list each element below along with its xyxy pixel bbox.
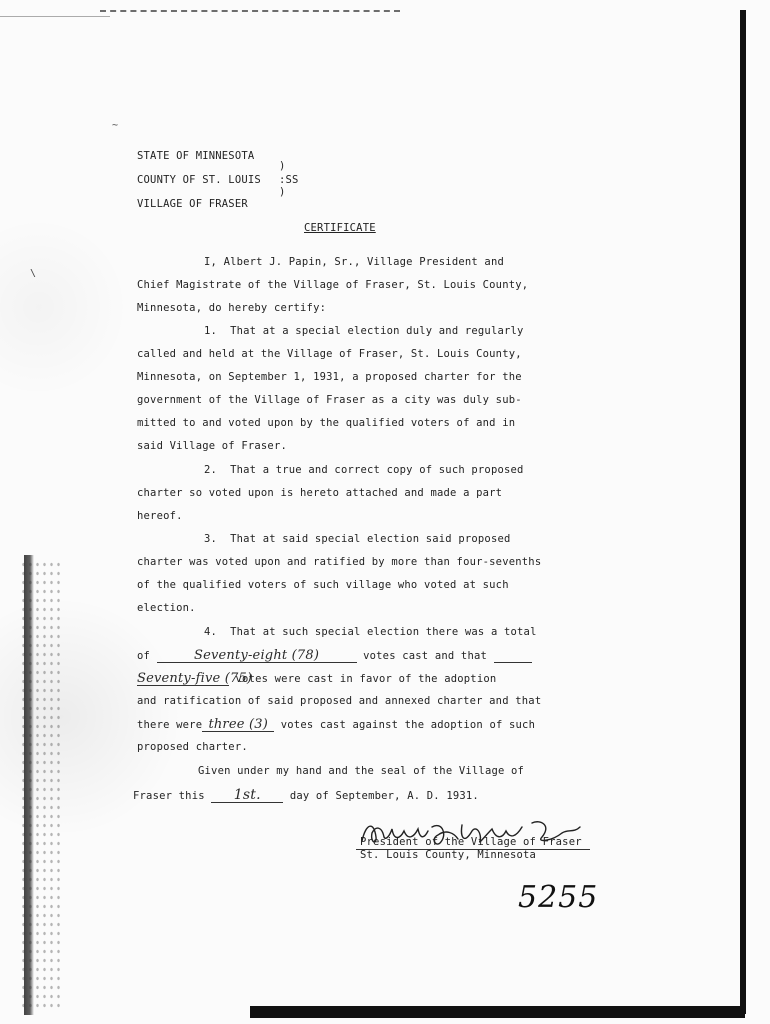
venue-brace-bottom: )	[279, 186, 286, 198]
intro-line-1: I, Albert J. Papin, Sr., Village President and	[204, 256, 504, 268]
total-votes-handwritten: Seventy-eight (78)	[157, 649, 357, 663]
paragraph-4-line-5-suffix: votes cast against the adoption of such	[280, 719, 536, 731]
file-number-handwritten: 5255	[518, 880, 599, 915]
scan-artifact-top-rule	[0, 16, 110, 19]
paragraph-3-line-4: election.	[137, 602, 196, 614]
venue-village: VILLAGE OF FRASER	[137, 198, 248, 210]
paragraph-4-line-4: and ratification of said proposed and annexed charter and that	[137, 695, 542, 707]
paragraph-2-line-1: 2. That a true and correct copy of such proposed	[204, 464, 524, 476]
venue-brace-top: )	[279, 160, 286, 172]
signature-title-line-2: St. Louis County, Minnesota	[360, 849, 537, 861]
paragraph-1-line-2: called and held at the Village of Fraser, St. Louis County,	[137, 348, 522, 360]
paragraph-3-line-3: of the qualified voters of such village who voted at such	[137, 579, 509, 591]
favor-votes-handwritten: Seventy-five (75)	[137, 671, 253, 686]
scan-artifact-left-speckle	[20, 560, 60, 1010]
paragraph-2-line-3: hereof.	[137, 510, 183, 522]
document-title: CERTIFICATE	[304, 222, 376, 234]
day-handwritten: 1st.	[211, 788, 283, 803]
paragraph-1-line-4: government of the Village of Fraser as a city was duly sub-	[137, 394, 522, 406]
given-line-2-prefix: Fraser this	[133, 790, 205, 802]
paragraph-4-line-3-suffix: votes were cast in favor of the adoption	[235, 673, 497, 685]
paragraph-2-line-2: charter so voted upon is hereto attached and made a part	[137, 487, 503, 499]
venue-state: STATE OF MINNESOTA	[137, 150, 255, 162]
scan-artifact-top-dash	[100, 10, 400, 15]
paragraph-4-line-3	[137, 672, 496, 686]
blank-rule	[494, 651, 532, 663]
scan-artifact-right-edge	[740, 10, 746, 1014]
against-votes-handwritten: three (3)	[202, 718, 274, 732]
paragraph-4-line-1: 4. That at such special election there was a total	[204, 626, 537, 638]
scan-artifact-bottom-edge	[250, 1006, 745, 1018]
intro-line-3: Minnesota, do hereby certify:	[137, 302, 327, 314]
paragraph-4-line-2	[137, 649, 532, 663]
venue-county: COUNTY OF ST. LOUIS	[137, 174, 261, 186]
given-line-1: Given under my hand and the seal of the Village of	[198, 765, 525, 777]
paragraph-4-of: of	[137, 650, 151, 662]
paragraph-4-line-5-prefix: there were	[137, 719, 203, 731]
paragraph-4-line-6: proposed charter.	[137, 741, 248, 753]
paragraph-3-line-2: charter was voted upon and ratified by more than four-sevenths	[137, 556, 542, 568]
paragraph-4-line-5	[137, 718, 535, 732]
given-line-2-suffix: day of September, A. D. 1931.	[289, 790, 479, 802]
venue-ss: :SS	[279, 174, 299, 186]
paragraph-1-line-5: mitted to and voted upon by the qualified voters of and in	[137, 417, 516, 429]
intro-line-2: Chief Magistrate of the Village of Fraser, St. Louis County,	[137, 279, 529, 291]
paragraph-4-line-2-suffix: votes cast and that	[363, 650, 488, 662]
scan-artifact-mark: \	[30, 268, 37, 279]
paragraph-1-line-6: said Village of Fraser.	[137, 440, 287, 452]
scan-artifact-mark: ~	[112, 120, 119, 131]
paragraph-3-line-1: 3. That at said special election said proposed	[204, 533, 511, 545]
given-line-2	[133, 788, 479, 803]
signature-title-line-1: President of the Village of Fraser	[360, 836, 582, 848]
paragraph-1-line-3: Minnesota, on September 1, 1931, a proposed charter for the	[137, 371, 522, 383]
paragraph-1-line-1: 1. That at a special election duly and regularly	[204, 325, 524, 337]
